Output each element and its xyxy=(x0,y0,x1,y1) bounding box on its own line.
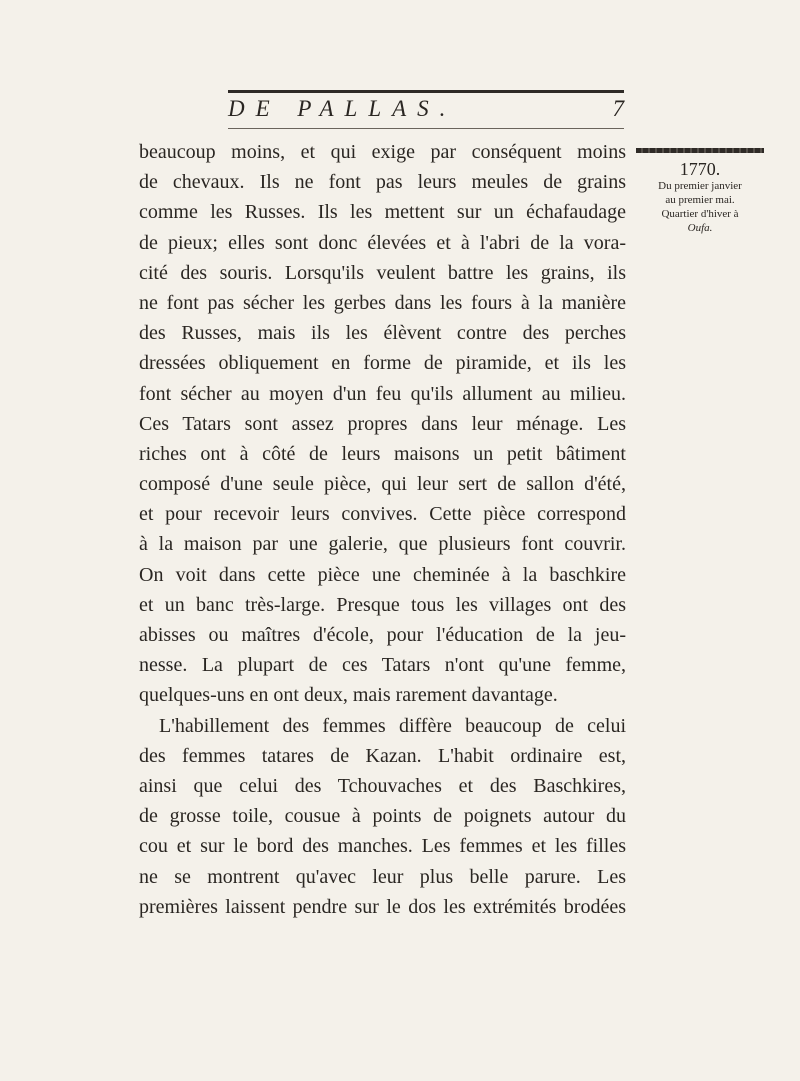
text-line: On voit dans cette pièce une cheminée à la baschkire xyxy=(139,563,626,586)
text-line: composé d'une seule pièce, qui leur sert de sallon d'été, xyxy=(139,473,626,496)
text-line: de chevaux. Ils ne font pas leurs meules de grains xyxy=(139,171,626,194)
text-line: cou et sur le bord des manches. Les femmes et les filles xyxy=(139,835,626,858)
text-line: riches ont à côté de leurs maisons un petit bâtiment xyxy=(139,442,626,465)
margin-note xyxy=(636,148,764,235)
text-line: et un banc très-large. Presque tous les villages ont des xyxy=(139,593,626,616)
text-line: des femmes tatares de Kazan. L'habit ordinaire est, xyxy=(139,744,626,767)
text-line: cité des souris. Lorsqu'ils veulent battre les grains, ils xyxy=(139,261,626,284)
text-line: abisses ou maîtres d'école, pour l'éducation de la jeu- xyxy=(139,624,626,646)
top-rule xyxy=(228,90,624,93)
text-line: premières laissent pendre sur le dos les extrémités brodées xyxy=(139,895,626,918)
margin-note-line: Quartier d'hiver à xyxy=(661,208,739,220)
text-line: de grosse toile, cousue à points de poignets autour du xyxy=(139,805,626,828)
margin-year: 1770. xyxy=(679,159,721,179)
text-line: à la maison par une galerie, que plusieurs font couvrir. xyxy=(139,533,626,556)
page-number: 7 xyxy=(612,96,624,121)
running-title: DE PALLAS. xyxy=(228,96,457,121)
text-line: font sécher au moyen d'un feu qu'ils allument au milieu. xyxy=(139,382,626,405)
text-line: ne font pas sécher les gerbes dans les fours à la manière xyxy=(139,291,626,314)
text-line: Ces Tatars sont assez propres dans leur ménage. Les xyxy=(139,412,626,435)
text-line: beaucoup moins, et qui exige par conséquent moins xyxy=(139,141,626,163)
margin-note-place: Oufa. xyxy=(687,222,713,234)
header-rule xyxy=(228,128,624,129)
margin-note-line: Du premier janvier xyxy=(658,180,742,192)
text-line: des Russes, mais ils les élèvent contre des perches xyxy=(139,322,626,345)
text-line: quelques-uns en ont deux, mais rarement davantage. xyxy=(139,684,558,707)
body-text xyxy=(139,137,626,922)
margin-note-line: au premier mai. xyxy=(665,194,735,206)
text-line: ainsi que celui des Tchouvaches et des Baschkires, xyxy=(139,774,626,797)
margin-rule xyxy=(636,148,764,153)
text-line: comme les Russes. Ils les mettent sur un échafaudage xyxy=(139,201,626,224)
text-line: dressées obliquement en forme de piramide, et ils les xyxy=(139,352,626,375)
text-line: ne se montrent qu'avec leur plus belle parure. Les xyxy=(139,865,626,888)
page-header xyxy=(228,95,624,131)
text-line: et pour recevoir leurs convives. Cette pièce correspond xyxy=(139,503,626,526)
text-line: de pieux; elles sont donc élevées et à l'abri de la vora- xyxy=(139,231,626,254)
text-line-paragraph-start: L'habillement des femmes diffère beaucoup de celui xyxy=(159,714,626,737)
text-line: nesse. La plupart de ces Tatars n'ont qu'une femme, xyxy=(139,654,626,677)
